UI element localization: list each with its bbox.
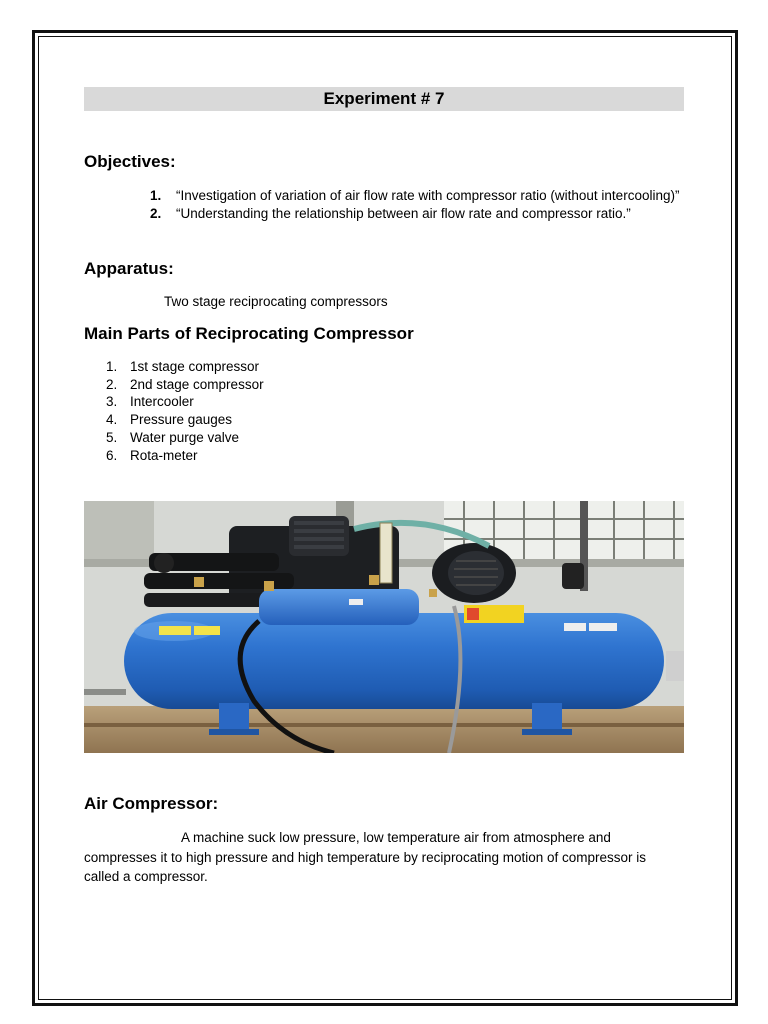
list-item [106, 429, 264, 447]
air-compressor-paragraph: A machine suck low pressure, low temperature air from atmosphere and compresses it to high pressure and high temperature by reciprocating motion of compressor is called a compressor. [84, 830, 647, 884]
objectives-list [150, 187, 680, 223]
main-parts-heading: Main Parts of Reciprocating Compressor [84, 324, 414, 343]
apparatus-text: Two stage reciprocating compressors [164, 294, 388, 309]
list-number: 3. [106, 394, 118, 410]
compressor-photo [84, 501, 684, 753]
list-item [106, 376, 264, 394]
part-text: Water purge valve [130, 429, 240, 445]
objective-text: “Understanding the relationship between air flow rate and compressor ratio.” [176, 206, 631, 221]
list-number: 1. [150, 188, 162, 203]
list-number: 5. [106, 429, 118, 445]
list-item [150, 205, 680, 223]
list-item [150, 187, 680, 205]
list-item [106, 447, 264, 465]
list-item [106, 358, 264, 376]
list-item [106, 411, 264, 429]
part-text: Intercooler [130, 394, 194, 410]
experiment-title: Experiment # 7 [84, 87, 684, 111]
list-item [106, 393, 264, 411]
objective-text: “Investigation of variation of air flow rate with compressor ratio (without intercooling)” [176, 188, 680, 203]
part-text: Pressure gauges [130, 412, 233, 428]
part-text: 1st stage compressor [130, 359, 260, 374]
list-number: 6. [106, 447, 118, 463]
part-text: 2nd stage compressor [130, 376, 264, 392]
apparatus-heading: Apparatus: [84, 259, 174, 278]
list-number: 4. [106, 412, 118, 428]
list-number: 2. [106, 376, 118, 392]
list-number: 2. [150, 206, 162, 221]
list-number: 1. [106, 359, 118, 374]
air-compressor-heading: Air Compressor: [84, 794, 219, 813]
part-text: Rota-meter [130, 447, 198, 463]
parts-list [106, 358, 264, 464]
objectives-heading: Objectives: [84, 152, 176, 171]
